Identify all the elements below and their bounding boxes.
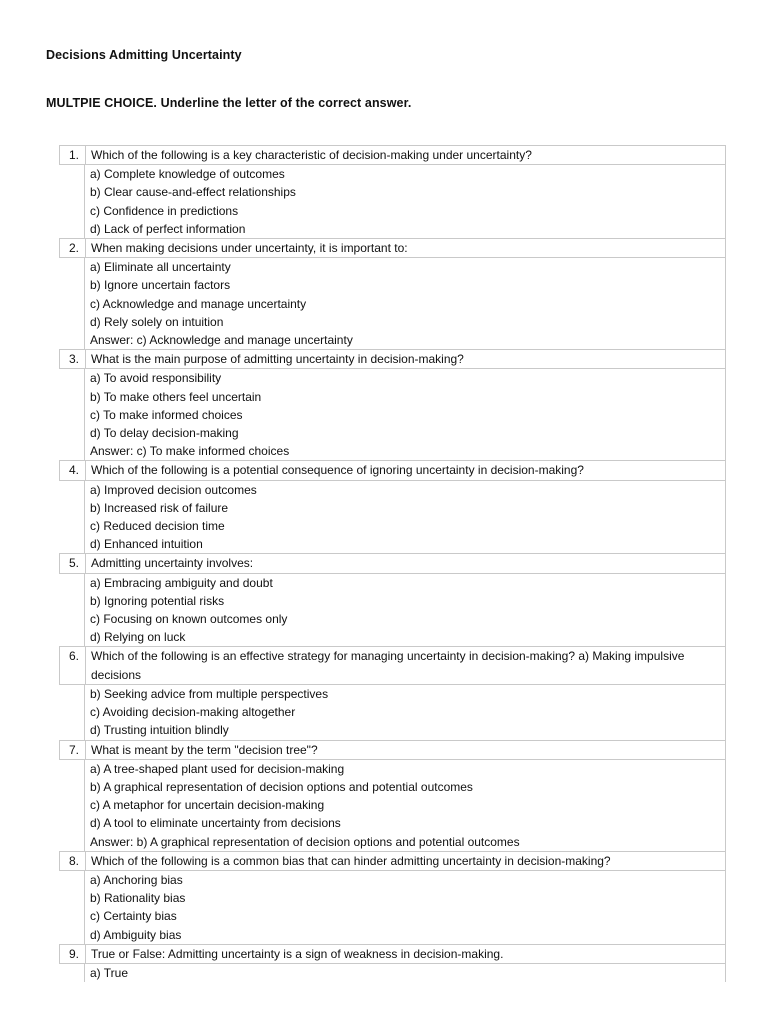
- options-row: [59, 759, 726, 851]
- answer-option[interactable]: d) Rely solely on intuition: [90, 314, 224, 329]
- options-cell: [84, 760, 725, 851]
- answer-option[interactable]: c) A metaphor for uncertain decision-making: [90, 798, 325, 813]
- options-indent: [59, 760, 84, 851]
- answer-option[interactable]: d) Ambiguity bias: [90, 927, 182, 942]
- question-row: [59, 851, 726, 870]
- answer-option[interactable]: b) Rationality bias: [90, 891, 186, 906]
- question-text: What is the main purpose of admitting uncertainty in decision-making?: [85, 350, 725, 368]
- answer-option[interactable]: c) Avoiding decision-making altogether: [90, 705, 296, 720]
- question-row: [59, 646, 726, 683]
- options-indent: [59, 481, 84, 554]
- answer-option[interactable]: b) To make others feel uncertain: [90, 389, 262, 404]
- answer-option[interactable]: d) Relying on luck: [90, 630, 186, 645]
- answer-option[interactable]: d) A tool to eliminate uncertainty from decisions: [90, 816, 341, 831]
- options-cell: [84, 964, 725, 982]
- answer-option[interactable]: d) Trusting intuition blindly: [90, 723, 229, 738]
- answer-option[interactable]: c) Confidence in predictions: [90, 203, 239, 218]
- options-row: [59, 573, 726, 647]
- answer-option[interactable]: a) To avoid responsibility: [90, 371, 222, 386]
- options-row: [59, 368, 726, 460]
- options-cell: [84, 574, 725, 647]
- answer-key-line: Answer: c) Acknowledge and manage uncertainty: [90, 333, 353, 348]
- question-row: [59, 740, 726, 759]
- answer-option[interactable]: b) Seeking advice from multiple perspectives: [90, 686, 329, 701]
- question-row: [59, 553, 726, 572]
- options-cell: [84, 369, 725, 460]
- answer-option[interactable]: c) Reduced decision time: [90, 519, 225, 534]
- answer-option[interactable]: a) Anchoring bias: [90, 872, 183, 887]
- options-cell: [84, 481, 725, 554]
- options-row: [59, 870, 726, 944]
- options-row: [59, 684, 726, 740]
- question-text: What is meant by the term "decision tree"?: [85, 741, 725, 759]
- question-number: 6.: [68, 649, 79, 664]
- answer-option[interactable]: b) A graphical representation of decision options and potential outcomes: [90, 779, 473, 794]
- question-number: 3.: [68, 352, 79, 367]
- answer-key-line: Answer: c) To make informed choices: [90, 444, 290, 459]
- answer-option[interactable]: b) Ignoring potential risks: [90, 593, 225, 608]
- document-title: Decisions Admitting Uncertainty: [46, 48, 242, 62]
- answer-option[interactable]: b) Increased risk of failure: [90, 500, 229, 515]
- options-indent: [59, 574, 84, 647]
- question-number: 9.: [68, 946, 79, 961]
- options-row: [59, 257, 726, 349]
- options-indent: [59, 165, 84, 238]
- answer-option[interactable]: c) Focusing on known outcomes only: [90, 612, 288, 627]
- question-number: 1.: [68, 148, 79, 162]
- options-indent: [59, 258, 84, 349]
- question-text: When making decisions under uncertainty, it is important to:: [85, 239, 725, 257]
- answer-option[interactable]: c) To make informed choices: [90, 407, 243, 422]
- options-row: [59, 164, 726, 238]
- question-text: Which of the following is an effective strategy for managing uncertainty in decision-making? a) Making impulsive decisions: [85, 647, 725, 683]
- question-text: True or False: Admitting uncertainty is a sign of weakness in decision-making.: [85, 945, 725, 963]
- options-row: [59, 480, 726, 554]
- answer-option[interactable]: d) To delay decision-making: [90, 426, 239, 441]
- question-text: Admitting uncertainty involves:: [85, 554, 725, 572]
- question-number: 2.: [68, 241, 79, 256]
- answer-option[interactable]: a) Embracing ambiguity and doubt: [90, 575, 273, 590]
- answer-key-line: Answer: b) A graphical representation of decision options and potential outcomes: [90, 834, 520, 849]
- answer-option[interactable]: b) Ignore uncertain factors: [90, 278, 231, 293]
- question-text: Which of the following is a common bias that can hinder admitting uncertainty in decision-making?: [85, 852, 725, 870]
- question-text: Which of the following is a key characteristic of decision-making under uncertainty?: [85, 146, 725, 164]
- question-text: Which of the following is a potential consequence of ignoring uncertainty in decision-making?: [85, 461, 725, 479]
- options-cell: [84, 871, 725, 944]
- answer-option[interactable]: a) Complete knowledge of outcomes: [90, 167, 285, 182]
- options-indent: [59, 871, 84, 944]
- options-row: [59, 963, 726, 982]
- question-row: [59, 145, 726, 164]
- answer-option[interactable]: c) Acknowledge and manage uncertainty: [90, 296, 307, 311]
- options-indent: [59, 685, 84, 740]
- options-cell: [84, 685, 725, 740]
- options-indent: [59, 369, 84, 460]
- question-number: 8.: [68, 853, 79, 868]
- questions-table: [59, 145, 726, 980]
- instructions-text: MULTPIE CHOICE. Underline the letter of the correct answer.: [46, 96, 412, 110]
- answer-option[interactable]: a) Improved decision outcomes: [90, 482, 257, 497]
- question-number: 5.: [68, 556, 79, 571]
- answer-option[interactable]: c) Certainty bias: [90, 909, 177, 924]
- options-indent: [59, 964, 84, 982]
- answer-option[interactable]: d) Enhanced intuition: [90, 537, 203, 552]
- question-row: [59, 944, 726, 963]
- answer-option[interactable]: a) Eliminate all uncertainty: [90, 260, 231, 275]
- question-number: 7.: [68, 742, 79, 757]
- question-row: [59, 460, 726, 479]
- question-row: [59, 349, 726, 368]
- answer-option[interactable]: b) Clear cause-and-effect relationships: [90, 185, 296, 200]
- question-row: [59, 238, 726, 257]
- answer-option[interactable]: a) True: [90, 965, 129, 980]
- options-cell: [84, 258, 725, 349]
- options-cell: [84, 165, 725, 238]
- answer-option[interactable]: d) Lack of perfect information: [90, 221, 246, 236]
- question-number: 4.: [68, 463, 79, 478]
- answer-option[interactable]: a) A tree-shaped plant used for decision-making: [90, 761, 345, 776]
